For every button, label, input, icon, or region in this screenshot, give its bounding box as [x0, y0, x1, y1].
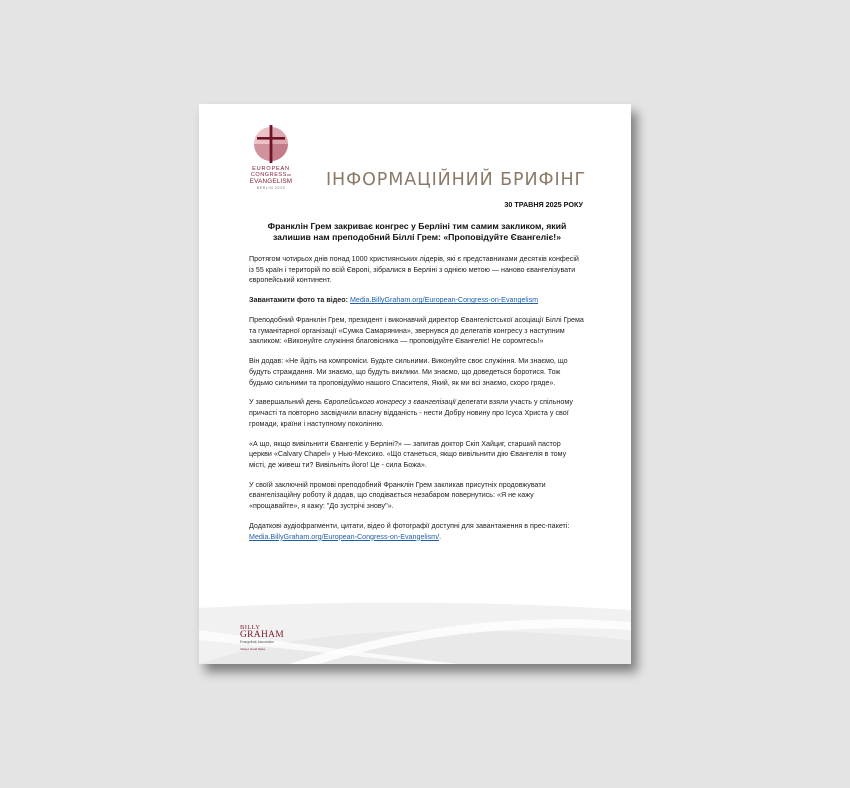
- press-kit-link[interactable]: Media.BillyGraham.org/European-Congress-on-Evangelism/: [249, 532, 440, 541]
- logo-line-evangelism: EVANGELISM: [249, 177, 293, 185]
- bgea-tagline: Always Good News.: [240, 647, 266, 651]
- final-day-text-b: делегати взяли участь у спільному причасті та повторно засвідчили власну відданість - нести Добру новину про Ісуса Христа у свої громади, країни і наступному поколінню.: [249, 398, 573, 428]
- bgea-footer-logo: [240, 625, 290, 651]
- document-title: ІНФОРМАЦІЙНИЙ БРИФІНГ: [326, 170, 587, 190]
- final-day-text-a: У завершальний день: [249, 398, 324, 407]
- article-body: [249, 221, 585, 551]
- press-release-page: [199, 104, 631, 664]
- logo-line-berlin: BERLIN 2025: [256, 186, 286, 191]
- media-link[interactable]: Media.BillyGraham.org/European-Congress-on-Evangelism: [349, 296, 539, 305]
- congress-logo: [245, 124, 297, 190]
- logo-congress-word: CONGRESS: [250, 171, 287, 178]
- paragraph-final-day: [249, 397, 585, 429]
- press-kit-end: .: [439, 532, 442, 541]
- logo-line-european: EUROPEAN: [252, 166, 290, 172]
- release-date: 30 ТРАВНЯ 2025 РОКУ: [504, 200, 583, 209]
- press-kit-text: Додаткові аудіофрагменти, цитати, відео й фотографії доступні для завантаження в прес-пакеті:: [249, 521, 570, 530]
- paragraph-heitzig: «А що, якщо вивільнити Євангеліє у Берліні?» — запитав доктор Скіп Хайциг, старший пастор церкви «Calvary Chapel» у Нью-Мексико. «Що станеться, якщо вивільнити дію Євангелія в тому місті, де живеш ти? Вивільніть його! Це - сила Божа».: [249, 439, 567, 469]
- paragraph-quote: Він додав: «Не йдіть на компроміси. Будьте сильними. Виконуйте своє служіння. Ми знаємо, що будуть страждання. Ми знаємо, що будуть виклики. Ми знаємо, що доведеться боротися. Тож будьмо сильними та проповідуймо нашого Спасителя, Який, як ми всі знаємо, скоро гряде».: [249, 357, 568, 387]
- logo-on-word: on: [286, 172, 292, 177]
- paragraph-graham-call: Преподобний Франклін Грем, президент і виконавчий директор Євангелістської асоціації Біллі Грема та гуманітарної організації «Сумка Самарянина», звернувся до делегатів конгресу з наступним закликом: «Виконуйте служіння благовісника — проповідуйте Євангеліє! Не соромтесь!»: [249, 315, 584, 346]
- bgea-association: Evangelistic Association: [240, 640, 275, 645]
- paragraph-download: [249, 295, 585, 306]
- paragraph-intro: Протягом чотирьох днів понад 1000 християнських лідерів, які є представниками десятків конфесій із 55 країн і територій по всій Європі, зібралися в Берліні з однією метою — наново євангелізувати європейський континент.: [249, 254, 579, 285]
- bgea-graham: GRAHAM: [240, 630, 285, 641]
- congress-name-italic: Європейського конгресу з євангелізації: [323, 398, 456, 407]
- download-label: Завантажити фото та відео:: [249, 296, 348, 305]
- cross-emblem-icon: [251, 124, 291, 164]
- paragraph-press-kit: [249, 521, 585, 542]
- paragraph-closing: У своїй заключній промові преподобний Франклін Грем закликав присутніх продовжувати євангелізаційну роботу й додав, що сподівається незабаром повернутись: «Я не кажу «прощавайте», я кажу: "До зустрічі знову"».: [249, 480, 546, 511]
- headline: Франклін Грем закриває конгрес у Берліні тим самим закликом, який залишив нам преподобний Біллі Грем: «Проповідуйте Євангеліє!»: [267, 221, 567, 243]
- bgea-billy: BILLY: [240, 623, 261, 631]
